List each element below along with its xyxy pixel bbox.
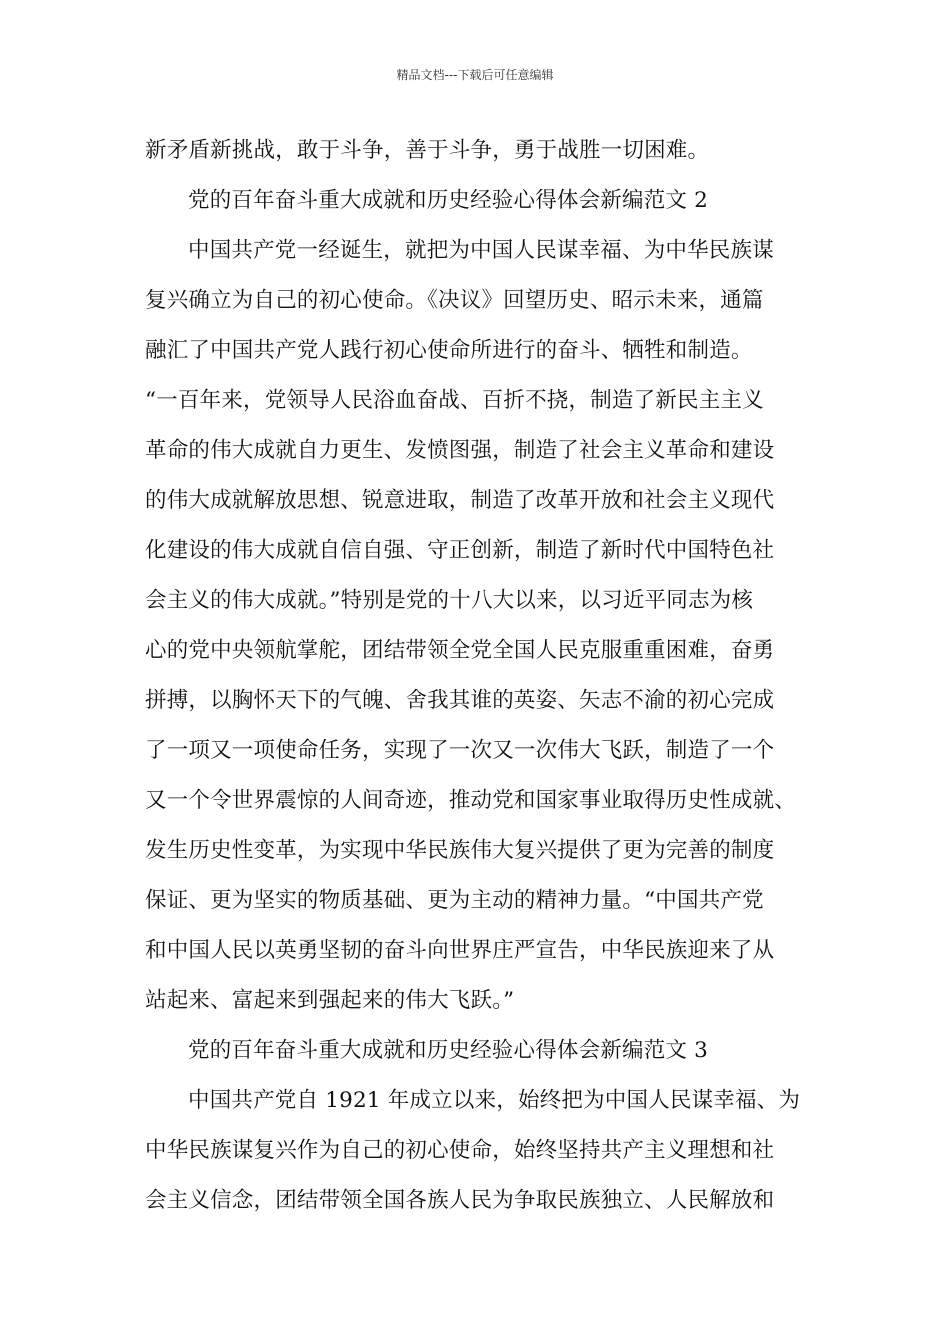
- body-line: 站起来、富起来到强起来的伟大飞跃。”: [145, 988, 515, 1013]
- body-line: 复兴确立为自己的初心使命。《决议》回望历史、昭示未来，通篇: [145, 288, 764, 313]
- body-line: 心的党中央领航掌舵，团结带领全党全国人民克服重重困难，奋勇: [145, 638, 775, 663]
- paragraph-first-line: 中国共产党一经诞生，就把为中国人民谋幸福、为中华民族谋: [188, 238, 774, 263]
- section-heading: 党的百年奋斗重大成就和历史经验心得体会新编范文 2: [188, 188, 709, 213]
- paragraph-first-line: 中国共产党自 1921 年成立以来，始终把为中国人民谋幸福、为: [188, 1088, 801, 1113]
- body-line: 革命的伟大成就自力更生、发愤图强，制造了社会主义革命和建设: [145, 438, 775, 463]
- body-line: 会主义信念，团结带领全国各族人民为争取民族独立、人民解放和: [145, 1188, 775, 1213]
- page-header: 精品文档---下载后可任意编辑: [396, 68, 554, 82]
- body-line: 融汇了中国共产党人践行初心使命所进行的奋斗、牺牲和制造。: [145, 338, 753, 363]
- body-line: 新矛盾新挑战，敢于斗争，善于斗争，勇于战胜一切困难。: [145, 138, 710, 163]
- body-line: 拼搏，以胸怀天下的气魄、舍我其谁的英姿、矢志不渝的初心完成: [145, 688, 775, 713]
- body-line: 发生历史性变革，为实现中华民族伟大复兴提供了更为完善的制度: [145, 838, 775, 863]
- body-line: 的伟大成就解放思想、锐意进取，制造了改革开放和社会主义现代: [145, 488, 775, 513]
- body-line: 保证、更为坚实的物质基础、更为主动的精神力量。“中国共产党: [145, 888, 764, 913]
- body-line: 又一个令世界震惊的人间奇迹，推动党和国家事业取得历史性成就、: [145, 788, 797, 813]
- body-line: 中华民族谋复兴作为自己的初心使命，始终坚持共产主义理想和社: [145, 1138, 775, 1163]
- body-line: “一百年来，党领导人民浴血奋战、百折不挠，制造了新民主主义: [145, 388, 764, 413]
- body-line: 了一项又一项使命任务，实现了一次又一次伟大飞跃，制造了一个: [145, 738, 775, 763]
- body-line: 化建设的伟大成就自信自强、守正创新，制造了新时代中国特色社: [145, 538, 775, 563]
- section-heading: 党的百年奋斗重大成就和历史经验心得体会新编范文 3: [188, 1038, 709, 1063]
- body-line: 和中国人民以英勇坚韧的奋斗向世界庄严宣告，中华民族迎来了从: [145, 938, 775, 963]
- body-line: 会主义的伟大成就。”特别是党的十八大以来，以习近平同志为核: [145, 588, 754, 613]
